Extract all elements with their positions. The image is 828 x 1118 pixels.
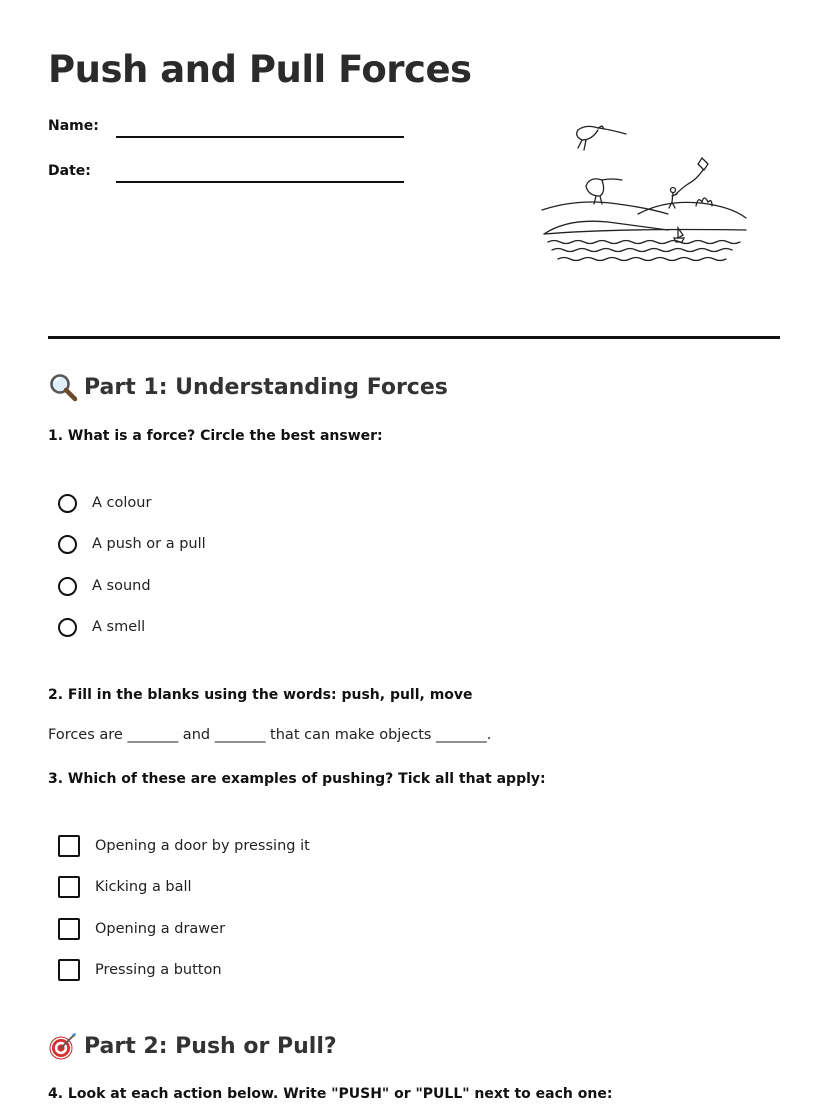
q3-option-1-label: Opening a door by pressing it bbox=[95, 838, 310, 854]
q1-option-d[interactable] bbox=[58, 615, 145, 639]
radio-circle-icon[interactable] bbox=[58, 494, 77, 513]
q1-option-c-label: A sound bbox=[92, 578, 151, 594]
part2-heading-text: Part 2: Push or Pull? bbox=[84, 1033, 337, 1059]
name-label: Name: bbox=[48, 118, 99, 134]
q1-option-c[interactable] bbox=[58, 574, 151, 598]
question-4: 4. Look at each action below. Write "PUSH" or "PULL" next to each one: bbox=[48, 1086, 613, 1102]
q1-option-a-label: A colour bbox=[92, 495, 152, 511]
part1-heading bbox=[48, 372, 448, 402]
q3-option-3[interactable] bbox=[58, 917, 225, 941]
checkbox-icon[interactable] bbox=[58, 876, 80, 898]
checkbox-icon[interactable] bbox=[58, 918, 80, 940]
name-input-line[interactable] bbox=[116, 136, 404, 138]
part2-heading bbox=[48, 1031, 337, 1061]
question-1: 1. What is a force? Circle the best answer: bbox=[48, 428, 383, 444]
radio-circle-icon[interactable] bbox=[58, 577, 77, 596]
q3-option-2[interactable] bbox=[58, 875, 192, 899]
question-2: 2. Fill in the blanks using the words: push, pull, move bbox=[48, 687, 473, 703]
kite-beach-scene-icon bbox=[538, 118, 753, 268]
q3-option-3-label: Opening a drawer bbox=[95, 921, 226, 937]
checkbox-icon[interactable] bbox=[58, 835, 80, 857]
date-field-row bbox=[48, 163, 408, 189]
q1-option-d-label: A smell bbox=[92, 619, 146, 635]
checkbox-icon[interactable] bbox=[58, 959, 80, 981]
fill-in-sentence[interactable]: Forces are _______ and _______ that can make objects _______. bbox=[48, 727, 492, 743]
section-divider bbox=[48, 336, 780, 339]
radio-circle-icon[interactable] bbox=[58, 618, 77, 637]
q3-option-4[interactable] bbox=[58, 958, 222, 982]
date-label: Date: bbox=[48, 163, 91, 179]
part1-heading-text: Part 1: Understanding Forces bbox=[84, 374, 448, 400]
question-3: 3. Which of these are examples of pushing? Tick all that apply: bbox=[48, 771, 546, 787]
q3-option-4-label: Pressing a button bbox=[95, 962, 222, 978]
magnifying-glass-icon bbox=[48, 372, 78, 402]
q1-option-a[interactable] bbox=[58, 491, 151, 515]
q1-option-b-label: A push or a pull bbox=[92, 536, 206, 552]
radio-circle-icon[interactable] bbox=[58, 535, 77, 554]
q1-option-b[interactable] bbox=[58, 532, 206, 556]
date-input-line[interactable] bbox=[116, 181, 404, 183]
target-dart-icon bbox=[48, 1031, 78, 1061]
q3-option-1[interactable] bbox=[58, 834, 310, 858]
q3-option-2-label: Kicking a ball bbox=[95, 879, 192, 895]
worksheet-title: Push and Pull Forces bbox=[48, 48, 472, 91]
name-field-row bbox=[48, 118, 408, 144]
